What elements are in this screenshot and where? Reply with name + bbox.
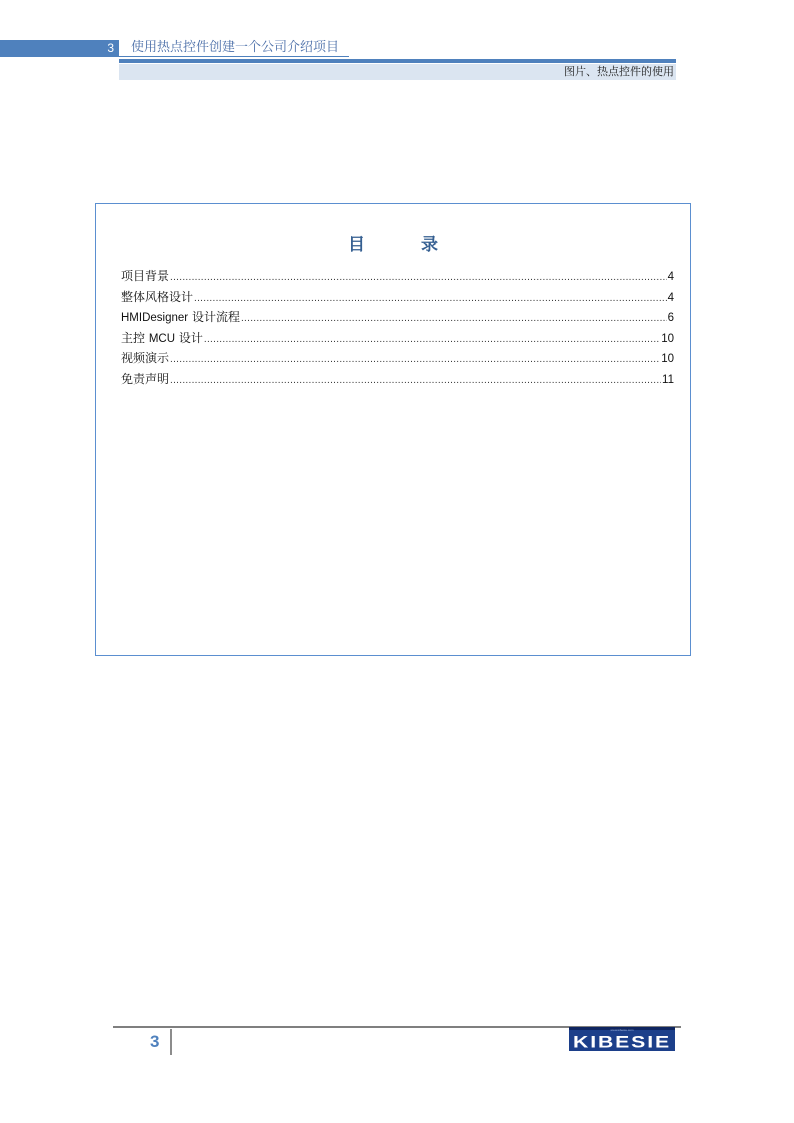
toc-entry-label xyxy=(121,328,203,349)
toc-leader-dots xyxy=(241,309,667,329)
toc-list xyxy=(121,266,674,390)
toc-entry-page: 4 xyxy=(667,291,674,304)
toc-leader-dots xyxy=(194,289,667,309)
toc-entry-page: 6 xyxy=(667,312,674,325)
toc-entry-label-cjk: 设计流程 xyxy=(191,310,240,325)
toc-entry-label-latin: HMIDesigner xyxy=(121,312,189,325)
header-underline xyxy=(119,56,349,57)
svg-text:KIBESIE: KIBESIE xyxy=(573,1032,671,1051)
toc-entry-project-background[interactable] xyxy=(121,266,674,287)
toc-leader-dots xyxy=(170,350,660,370)
header-rule xyxy=(119,59,676,63)
toc-entry-label: 视频演示 xyxy=(121,351,170,366)
section-banner xyxy=(119,64,676,80)
toc-leader-dots xyxy=(170,268,667,288)
toc-leader-dots xyxy=(170,371,661,391)
footer-divider xyxy=(170,1029,172,1055)
toc-title: 目 录 xyxy=(348,235,463,255)
toc-entry-mcu-design[interactable] xyxy=(121,328,674,349)
toc-entry-label xyxy=(121,307,240,328)
section-title: 图片、热点控件的使用 xyxy=(564,65,674,78)
toc-entry-page: 4 xyxy=(667,271,674,283)
toc-entry-label-latin: MCU xyxy=(148,332,176,345)
page-number: 3 xyxy=(150,1032,160,1051)
toc-entry-page: 10 xyxy=(661,332,674,345)
toc-entry-label: 项目背景 xyxy=(121,269,170,283)
toc-entry-overall-style[interactable] xyxy=(121,287,674,308)
toc-entry-label: 整体风格设计 xyxy=(121,289,194,304)
toc-entry-label: 免责声明 xyxy=(121,371,170,386)
toc-entry-label-cjk-pre: 主控 xyxy=(121,330,146,345)
chapter-number: 3 xyxy=(107,41,114,55)
chapter-title: 使用热点控件创建一个公司介绍项目 xyxy=(131,40,340,55)
toc-entry-video-demo[interactable] xyxy=(121,348,674,369)
toc-entry-disclaimer[interactable] xyxy=(121,369,674,390)
kibesie-logo-icon xyxy=(569,1027,675,1051)
svg-text:www.kibesie.com: www.kibesie.com xyxy=(610,1028,634,1032)
toc-entry-page: 10 xyxy=(661,353,674,366)
toc-box xyxy=(95,203,691,656)
toc-entry-page: 11 xyxy=(662,373,674,386)
toc-entry-hmidesigner-flow[interactable] xyxy=(121,307,674,328)
toc-entry-label-cjk: 设计 xyxy=(178,330,203,345)
toc-leader-dots xyxy=(204,330,660,350)
